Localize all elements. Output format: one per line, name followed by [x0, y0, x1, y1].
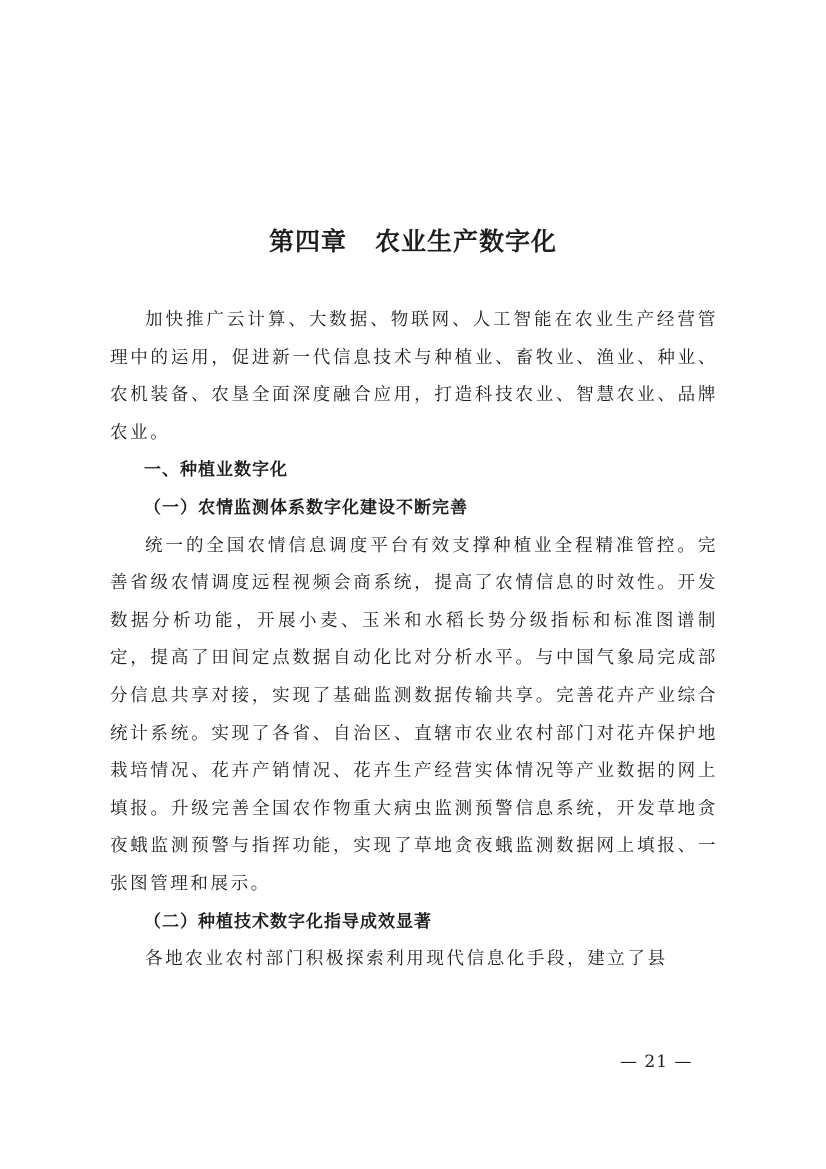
page-number: — 21 — [620, 1052, 693, 1072]
chapter-name: 农业生产数字化 [375, 227, 558, 256]
chapter-title [0, 218, 826, 266]
section-heading-1: 一、种植业数字化 [144, 460, 288, 481]
chapter-number: 第四章 [268, 227, 347, 256]
subsection-2-paragraph: 各地农业农村部门积极探索利用现代信息化手段，建立了县 [145, 949, 668, 970]
subsection-heading-2: （二）种植技术数字化指导成效显著 [144, 911, 432, 932]
intro-paragraph: 加快推广云计算、大数据、物联网、人工智能在农业生产经营管理中的运用，促进新一代信息技术与种植业、畜牧业、渔业、种业、农机装备、农垦全面深度融合应用，打造科技农业、智慧农业、品牌农业。 [110, 310, 718, 443]
subsection-1-paragraph: 统一的全国农情信息调度平台有效支撑种植业全程精准管控。完善省级农情调度远程视频会商系统，提高了农情信息的时效性。开发数据分析功能，开展小麦、玉米和水稻长势分级指标和标准图谱制定，提高了田间定点数据自动化比对分析水平。与中国气象局完成部分信息共享对接，实现了基础监测数据传输共享。完善花卉产业综合统计系统。实现了各省、自治区、直辖市农业农村部门对花卉保护地栽培情况、花卉产销情况、花卉生产经营实体情况等产业数据的网上填报。升级完善全国农作物重大病虫监测预警信息系统，开发草地贪夜蛾监测预警与指挥功能，实现了草地贪夜蛾监测数据网上填报、一张图管理和展示。 [110, 535, 718, 894]
subsection-heading-1: （一）农情监测体系数字化建设不断完善 [144, 497, 468, 518]
body-text [110, 302, 718, 979]
